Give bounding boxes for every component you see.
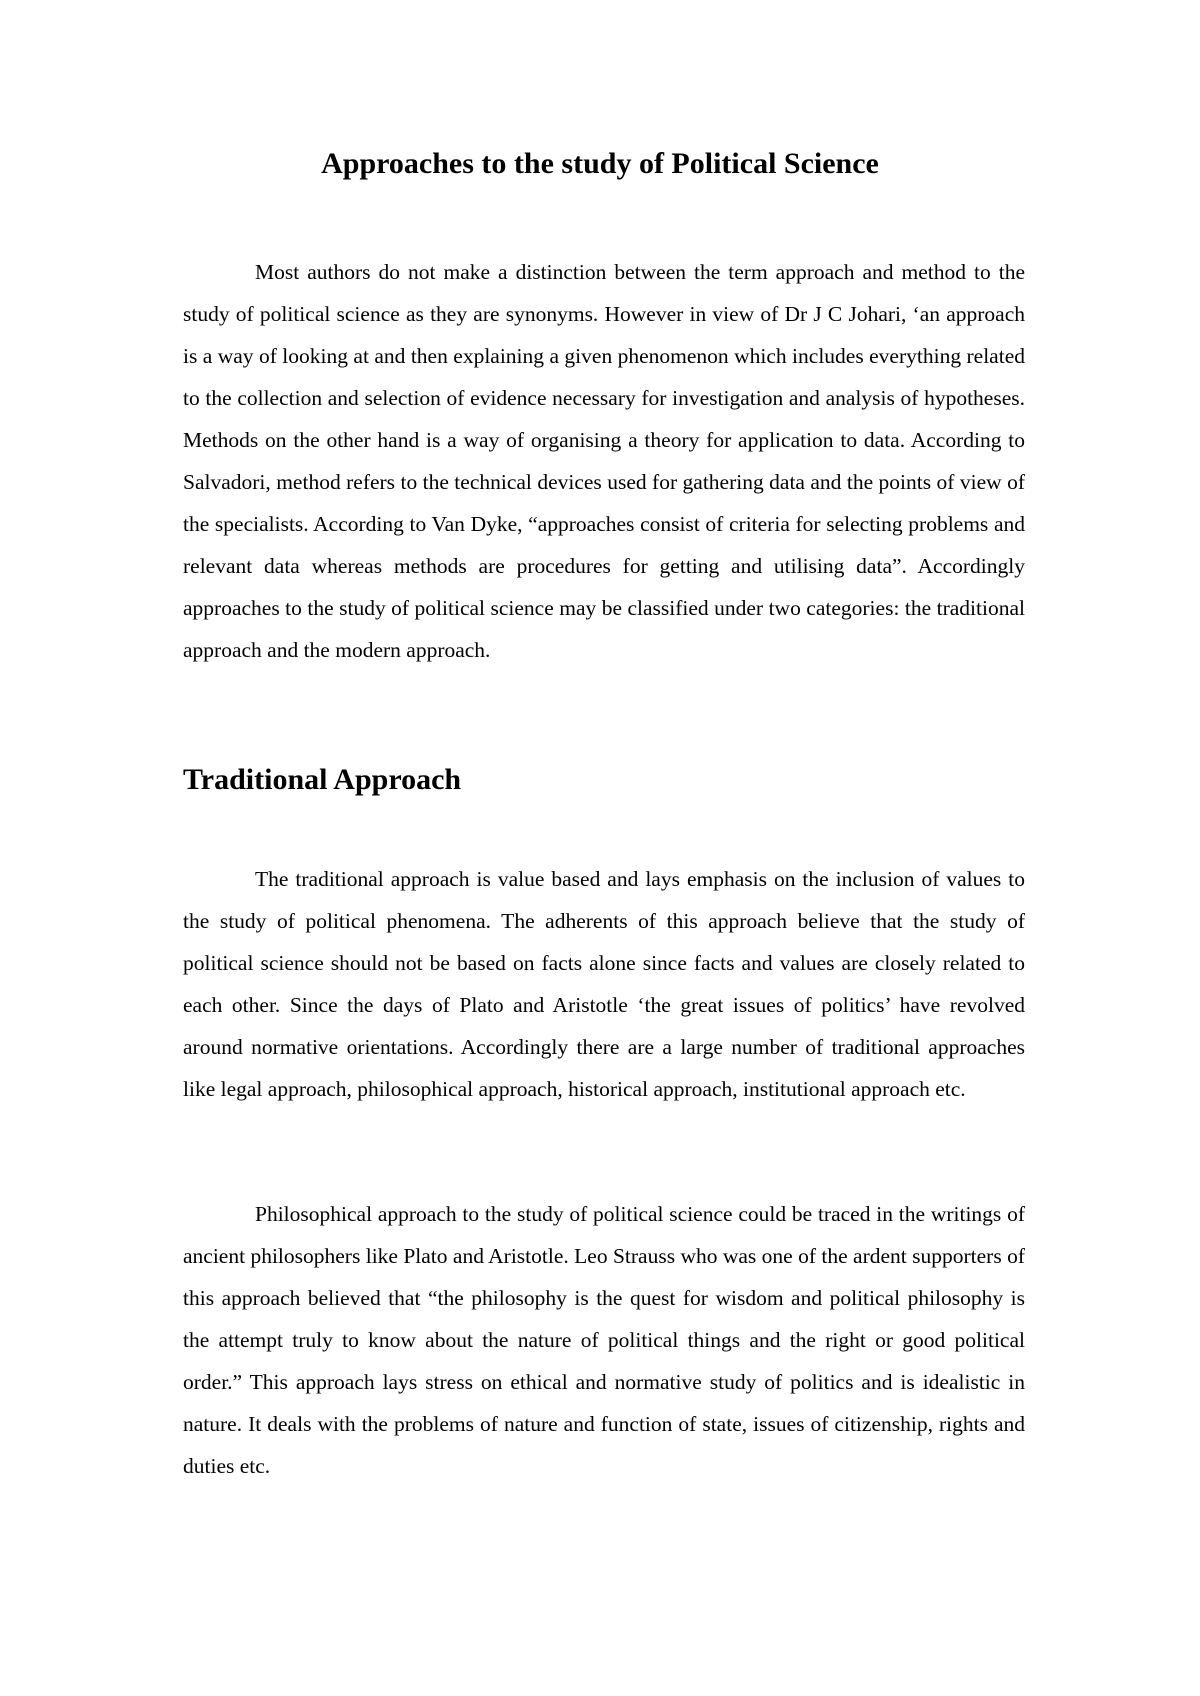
section-heading-traditional-approach: Traditional Approach [183,763,462,796]
intro-paragraph: Most authors do not make a distinction between the term approach and method to the study of political science as they are synonyms. However in view of Dr J C Johari, ‘an approach is a way of looking at and then explaining a given phenomenon which includes everything related to the collection and selection of evidence necessary for investigation and analysis of hypotheses. Methods on the other hand is a way of organising a theory for application to data. According to Salvadori, method refers to the technical devices used for gathering data and the points of view of the specialists. According to Van Dyke, “approaches consist of criteria for selecting problems and relevant data whereas methods are procedures for getting and utilising data”. Accordingly approaches to the study of political science may be classified under two categories: the traditional approach and the modern approach. [183,260,1025,662]
page-title: Approaches to the study of Political Science [321,147,879,180]
traditional-approach-paragraph: The traditional approach is value based and lays emphasis on the inclusion of values to the study of political phenomena. The adherents of this approach believe that the study of political science should not be based on facts alone since facts and values are closely related to each other. Since the days of Plato and Aristotle ‘the great issues of politics’ have revolved around normative orientations. Accordingly there are a large number of traditional approaches like legal approach, philosophical approach, historical approach, institutional approach etc. [183,867,1025,1101]
philosophical-approach-paragraph: Philosophical approach to the study of political science could be traced in the writings of ancient philosophers like Plato and Aristotle. Leo Strauss who was one of the ardent supporters of this approach believed that “the philosophy is the quest for wisdom and political philosophy is the attempt truly to know about the nature of political things and the right or good political order.” This approach lays stress on ethical and normative study of politics and is idealistic in nature. It deals with the problems of nature and function of state, issues of citizenship, rights and duties etc. [183,1202,1025,1478]
